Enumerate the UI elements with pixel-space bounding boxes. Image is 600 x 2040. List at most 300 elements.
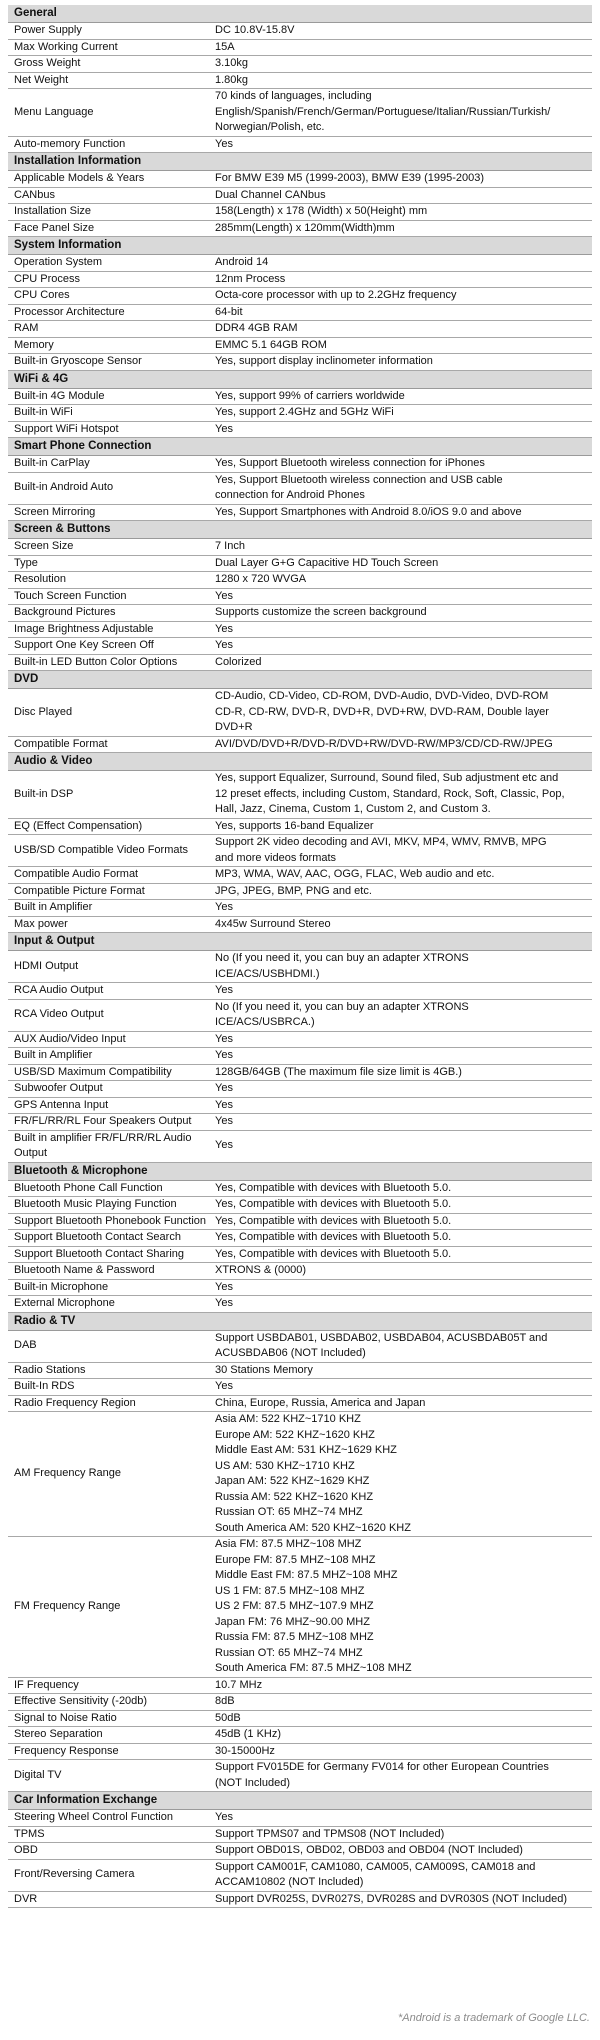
- spec-label: Front/Reversing Camera: [14, 1868, 135, 1881]
- spec-value: [215, 1197, 592, 1213]
- spec-value-line: Russian OT: 65 MHZ~74 MHZ: [215, 1646, 363, 1659]
- spec-label: Memory: [14, 338, 54, 351]
- spec-label: CANbus: [14, 188, 55, 201]
- spec-value: [215, 1098, 592, 1114]
- spec-label: USB/SD Maximum Compatibility: [14, 1065, 172, 1078]
- spec-value-line: MP3, WMA, WAV, AAC, OGG, FLAC, Web audio and etc.: [215, 868, 495, 880]
- spec-row: [8, 473, 592, 505]
- spec-value-line: 10.7 MHz: [215, 1678, 263, 1691]
- spec-value: [215, 589, 592, 605]
- spec-value: [215, 638, 592, 654]
- spec-row: [8, 771, 592, 819]
- spec-row: [8, 389, 592, 406]
- spec-label: Built-in WiFi: [14, 406, 73, 418]
- spec-label: Subwoofer Output: [14, 1082, 103, 1094]
- spec-value-line: For BMW E39 M5 (1999-2003), BMW E39 (1995-2003): [215, 172, 485, 184]
- spec-value: [215, 1711, 592, 1727]
- spec-row: [8, 884, 592, 901]
- spec-row: [8, 1000, 592, 1032]
- spec-row: [8, 456, 592, 473]
- spec-row: [8, 951, 592, 983]
- spec-label: FM Frequency Range: [14, 1600, 121, 1612]
- spec-label: Steering Wheel Control Function: [14, 1811, 173, 1823]
- spec-value-line: Japan FM: 76 MHZ~90.00 MHZ: [215, 1615, 370, 1628]
- spec-value: [215, 1138, 592, 1154]
- spec-value-line: Colorized: [215, 655, 262, 668]
- section-header: Car Information Exchange: [8, 1792, 592, 1810]
- spec-value-line: Yes: [215, 1811, 233, 1823]
- spec-label: Support One Key Screen Off: [14, 639, 154, 651]
- spec-value: [215, 1081, 592, 1097]
- spec-value: [215, 1860, 592, 1891]
- spec-value: [215, 272, 592, 288]
- spec-value: [215, 835, 592, 866]
- spec-value: [215, 456, 592, 472]
- spec-value: [215, 405, 592, 421]
- spec-row: [8, 1843, 592, 1860]
- spec-value: [215, 171, 592, 187]
- spec-value-line: Europe FM: 87.5 MHZ~108 MHZ: [215, 1553, 376, 1566]
- spec-value-line: Yes, Compatible with devices with Bluetooth 5.0.: [215, 1247, 452, 1260]
- spec-value: [215, 1048, 592, 1064]
- spec-value-line: Norwegian/Polish, etc.: [215, 121, 325, 133]
- spec-value: [215, 556, 592, 572]
- spec-label: Face Panel Size: [14, 221, 95, 234]
- spec-row: [8, 505, 592, 522]
- spec-value: [215, 655, 592, 671]
- spec-label: Background Pictures: [14, 606, 116, 618]
- spec-value-line: 45dB (1 KHz): [215, 1728, 282, 1740]
- spec-label: TPMS: [14, 1827, 45, 1840]
- spec-value-line: DC 10.8V-15.8V: [215, 24, 295, 36]
- section-header: Smart Phone Connection: [8, 438, 592, 456]
- spec-row: [8, 1892, 592, 1909]
- spec-value: [215, 983, 592, 999]
- spec-label: Max power: [14, 917, 68, 930]
- section-header: Radio & TV: [8, 1313, 592, 1331]
- spec-label: Screen Mirroring: [14, 505, 96, 518]
- spec-row: [8, 221, 592, 238]
- spec-label: HDMI Output: [14, 959, 79, 972]
- spec-row: [8, 1131, 592, 1163]
- spec-value-line: 3.10kg: [215, 57, 249, 69]
- spec-value-line: Yes: [215, 589, 233, 602]
- spec-label: Stereo Separation: [14, 1728, 103, 1740]
- spec-value-line: Russian OT: 65 MHZ~74 MHZ: [215, 1506, 363, 1518]
- spec-label: Resolution: [14, 573, 66, 585]
- spec-label: Frequency Response: [14, 1744, 119, 1757]
- spec-row: [8, 638, 592, 655]
- spec-value-line: US 1 FM: 87.5 MHZ~108 MHZ: [215, 1584, 365, 1597]
- spec-row: [8, 1827, 592, 1844]
- spec-value-line: Support TPMS07 and TPMS08 (NOT Included): [215, 1827, 445, 1840]
- section-header: Audio & Video: [8, 753, 592, 771]
- spec-label: Radio Stations: [14, 1363, 86, 1376]
- spec-value: [215, 1000, 592, 1031]
- spec-row: [8, 321, 592, 338]
- spec-label: IF Frequency: [14, 1678, 79, 1691]
- spec-value: [215, 1032, 592, 1048]
- spec-value: [215, 1296, 592, 1312]
- spec-value: [215, 689, 592, 736]
- spec-value: [215, 819, 592, 835]
- spec-value-line: ICE/ACS/USBHDMI.): [215, 967, 320, 980]
- spec-label: Type: [14, 556, 38, 569]
- spec-row: [8, 539, 592, 556]
- spec-value-line: EMMC 5.1 64GB ROM: [215, 338, 327, 351]
- spec-label: Max Working Current: [14, 40, 118, 53]
- spec-value-line: Yes, Compatible with devices with Bluetooth 5.0.: [215, 1198, 452, 1210]
- spec-label: Bluetooth Music Playing Function: [14, 1198, 177, 1210]
- spec-value: [215, 605, 592, 621]
- spec-value-line: Yes, Compatible with devices with Bluetooth 5.0.: [215, 1214, 452, 1227]
- section-header: System Information: [8, 237, 592, 255]
- spec-row: [8, 1396, 592, 1413]
- spec-value-line: Yes: [215, 1280, 233, 1293]
- spec-row: [8, 572, 592, 589]
- spec-label: Support Bluetooth Contact Search: [14, 1231, 181, 1243]
- spec-value-line: JPG, JPEG, BMP, PNG and etc.: [215, 884, 372, 897]
- spec-value-line: Dual Layer G+G Capacitive HD Touch Screen: [215, 556, 439, 569]
- spec-row: [8, 1727, 592, 1744]
- spec-value-line: Hall, Jazz, Cinema, Custom 1, Custom 2, and Custom 3.: [215, 803, 491, 815]
- spec-row: [8, 1694, 592, 1711]
- spec-row: [8, 354, 592, 371]
- spec-label: Signal to Noise Ratio: [14, 1711, 117, 1724]
- spec-row: [8, 835, 592, 867]
- spec-value-line: Yes, Compatible with devices with Bluetooth 5.0.: [215, 1181, 452, 1194]
- spec-row: [8, 737, 592, 754]
- spec-value: [215, 1280, 592, 1296]
- spec-value-line: Support OBD01S, OBD02, OBD03 and OBD04 (NOT Included): [215, 1844, 523, 1856]
- spec-value-line: Support CAM001F, CAM1080, CAM005, CAM009S, CAM018 and: [215, 1860, 536, 1873]
- spec-label: FR/FL/RR/RL Four Speakers Output: [14, 1115, 192, 1127]
- spec-value-line: Yes, support 99% of carriers worldwide: [215, 389, 405, 402]
- spec-row: [8, 422, 592, 439]
- spec-value-line: 15A: [215, 40, 235, 53]
- spec-label: Compatible Format: [14, 737, 108, 750]
- spec-label: Built-In RDS: [14, 1380, 75, 1392]
- spec-value: [215, 1892, 592, 1908]
- spec-value-line: Europe AM: 522 KHZ~1620 KHZ: [215, 1428, 375, 1441]
- spec-label: Operation System: [14, 256, 103, 268]
- spec-label: Disc Played: [14, 705, 73, 718]
- spec-row: [8, 1760, 592, 1792]
- spec-row: [8, 288, 592, 305]
- spec-value: [215, 23, 592, 39]
- spec-row: [8, 605, 592, 622]
- spec-value-line: 1280 x 720 WVGA: [215, 573, 307, 585]
- spec-value-line: Yes: [215, 137, 233, 150]
- spec-row: [8, 305, 592, 322]
- spec-row: [8, 188, 592, 205]
- spec-value: [215, 900, 592, 916]
- spec-label: Built-in CarPlay: [14, 457, 90, 469]
- spec-row: [8, 900, 592, 917]
- spec-label: RCA Video Output: [14, 1008, 104, 1021]
- spec-label: Applicable Models & Years: [14, 172, 145, 184]
- spec-label: Net Weight: [14, 73, 69, 86]
- spec-value-line: US 2 FM: 87.5 MHZ~107.9 MHZ: [215, 1600, 374, 1612]
- spec-row: [8, 338, 592, 355]
- spec-value: [215, 1843, 592, 1859]
- spec-row: [8, 1537, 592, 1678]
- spec-value-line: CD-Audio, CD-Video, CD-ROM, DVD-Audio, DVD-Video, DVD-ROM: [215, 690, 549, 702]
- spec-value: [215, 56, 592, 72]
- section-header: General: [8, 5, 592, 23]
- spec-value-line: Yes: [215, 639, 233, 651]
- spec-row: [8, 1363, 592, 1380]
- spec-value: [215, 1331, 592, 1362]
- spec-value: [215, 1537, 592, 1677]
- spec-value: [215, 422, 592, 438]
- spec-value-line: Middle East AM: 531 KHZ~1629 KHZ: [215, 1444, 397, 1456]
- spec-value: [215, 1396, 592, 1412]
- spec-value: [215, 305, 592, 321]
- spec-value: [215, 40, 592, 56]
- spec-value-line: Supports customize the screen background: [215, 606, 427, 618]
- spec-row: [8, 171, 592, 188]
- spec-value: [215, 204, 592, 220]
- spec-value: [215, 1727, 592, 1743]
- spec-row: [8, 89, 592, 137]
- spec-label: CPU Cores: [14, 289, 70, 301]
- spec-label: GPS Antenna Input: [14, 1098, 109, 1111]
- spec-value: [215, 1827, 592, 1843]
- spec-label: Processor Architecture: [14, 305, 125, 318]
- spec-value-line: Yes, support 2.4GHz and 5GHz WiFi: [215, 406, 394, 418]
- spec-value-line: 7 Inch: [215, 540, 245, 552]
- spec-label: Built-in Microphone: [14, 1280, 109, 1293]
- spec-value-line: Yes: [215, 901, 233, 913]
- spec-label: EQ (Effect Compensation): [14, 819, 143, 832]
- spec-label: Built-in Android Auto: [14, 481, 114, 494]
- spec-value-line: Yes: [215, 984, 233, 996]
- spec-row: [8, 1032, 592, 1049]
- spec-value-line: and more videos formats: [215, 851, 337, 864]
- spec-label: Compatible Picture Format: [14, 884, 145, 897]
- section-header: WiFi & 4G: [8, 371, 592, 389]
- spec-value-line: US AM: 530 KHZ~1710 KHZ: [215, 1459, 355, 1472]
- spec-value: [215, 255, 592, 271]
- spec-label: Bluetooth Phone Call Function: [14, 1181, 163, 1194]
- spec-value: [215, 221, 592, 237]
- spec-value-line: AVI/DVD/DVD+R/DVD-R/DVD+RW/DVD-RW/MP3/CD/CD-RW/JPEG: [215, 737, 553, 750]
- spec-value: [215, 1810, 592, 1826]
- spec-value-line: English/Spanish/French/German/Portuguese/Italian/Russian/Turkish/: [215, 105, 551, 118]
- spec-value: [215, 951, 592, 982]
- spec-value: [215, 89, 592, 136]
- spec-value-line: 50dB: [215, 1711, 241, 1724]
- spec-row: [8, 622, 592, 639]
- spec-label: Support Bluetooth Phonebook Function: [14, 1214, 207, 1227]
- spec-row: [8, 1331, 592, 1363]
- spec-label: Gross Weight: [14, 57, 81, 69]
- trademark-note: *Android is a trademark of Google LLC.: [398, 2012, 590, 2024]
- spec-label: Built-in DSP: [14, 787, 74, 800]
- spec-value: [215, 1214, 592, 1230]
- spec-value: [215, 73, 592, 89]
- spec-row: [8, 867, 592, 884]
- spec-label: DVR: [14, 1892, 38, 1905]
- section-header: Screen & Buttons: [8, 521, 592, 539]
- spec-value-line: DDR4 4GB RAM: [215, 322, 298, 334]
- spec-row: [8, 405, 592, 422]
- spec-label: Screen Size: [14, 540, 74, 552]
- spec-row: [8, 983, 592, 1000]
- spec-value-line: 70 kinds of languages, including: [215, 90, 372, 102]
- spec-row: [8, 1744, 592, 1761]
- spec-value-line: South America AM: 520 KHZ~1620 KHZ: [215, 1521, 411, 1534]
- spec-value-line: 30-15000Hz: [215, 1744, 275, 1757]
- section-header: DVD: [8, 671, 592, 689]
- spec-row: [8, 255, 592, 272]
- spec-label: External Microphone: [14, 1297, 115, 1309]
- spec-label: CPU Process: [14, 272, 81, 285]
- spec-value: [215, 867, 592, 883]
- spec-row: [8, 819, 592, 836]
- spec-value: [215, 1678, 592, 1694]
- spec-row: [8, 1678, 592, 1695]
- spec-label: AM Frequency Range: [14, 1467, 121, 1480]
- spec-value-line: Support FV015DE for Germany FV014 for other European Countries: [215, 1761, 549, 1773]
- spec-value-line: Yes: [215, 1049, 233, 1061]
- spec-value-line: Russia AM: 522 KHZ~1620 KHZ: [215, 1490, 374, 1503]
- spec-value-line: 128GB/64GB (The maximum file size limit is 4GB.): [215, 1065, 462, 1078]
- spec-value-line: ACUSBDAB06 (NOT Included): [215, 1347, 366, 1359]
- spec-label: Menu Language: [14, 105, 94, 118]
- spec-label: Effective Sensitivity (-20db): [14, 1695, 148, 1707]
- spec-value-line: Yes, Support Smartphones with Android 8.0/iOS 9.0 and above: [215, 505, 522, 518]
- spec-label: Built in Amplifier: [14, 1049, 93, 1061]
- spec-value-line: Octa-core processor with up to 2.2GHz frequency: [215, 289, 457, 301]
- spec-label: Auto-memory Function: [14, 137, 126, 150]
- section-header: Input & Output: [8, 933, 592, 951]
- spec-value: [215, 1263, 592, 1279]
- spec-value-line: Support USBDAB01, USBDAB02, USBDAB04, ACUSBDAB05T and: [215, 1331, 548, 1344]
- spec-value-line: 12nm Process: [215, 272, 286, 285]
- spec-label: Digital TV: [14, 1768, 62, 1781]
- spec-value-line: Middle East FM: 87.5 MHZ~108 MHZ: [215, 1569, 398, 1581]
- spec-row: [8, 1098, 592, 1115]
- spec-label: Support WiFi Hotspot: [14, 422, 119, 435]
- spec-value: [215, 737, 592, 753]
- spec-value: [215, 473, 592, 504]
- spec-value-line: Yes, support display inclinometer information: [215, 355, 433, 367]
- spec-row: [8, 1711, 592, 1728]
- spec-value-line: Android 14: [215, 256, 269, 268]
- spec-row: [8, 1263, 592, 1280]
- spec-value-line: ACCAM10802 (NOT Included): [215, 1876, 364, 1888]
- spec-value: [215, 1412, 592, 1536]
- spec-value: [215, 137, 592, 153]
- spec-value-line: Yes, support Equalizer, Surround, Sound filed, Sub adjustment etc and: [215, 772, 559, 784]
- spec-row: [8, 204, 592, 221]
- spec-label: OBD: [14, 1844, 38, 1856]
- spec-value: [215, 917, 592, 933]
- spec-value-line: Support 2K video decoding and AVI, MKV, MP4, WMV, RMVB, MPG: [215, 836, 547, 848]
- spec-label: Built-in 4G Module: [14, 389, 105, 402]
- spec-row: [8, 1181, 592, 1198]
- spec-value-line: Dual Channel CANbus: [215, 188, 326, 201]
- spec-value-line: Yes: [215, 422, 233, 435]
- spec-label: RCA Audio Output: [14, 984, 104, 996]
- spec-value: [215, 539, 592, 555]
- spec-value: [215, 1247, 592, 1263]
- spec-value-line: 30 Stations Memory: [215, 1363, 313, 1376]
- spec-value-line: DVD+R: [215, 721, 253, 733]
- spec-label: Installation Size: [14, 205, 92, 217]
- spec-value-line: CD-R, CD-RW, DVD-R, DVD+R, DVD+RW, DVD-RAM, Double layer: [215, 705, 549, 718]
- spec-row: [8, 1065, 592, 1082]
- spec-value-line: Yes: [215, 1139, 233, 1152]
- spec-value-line: Yes: [215, 1082, 233, 1094]
- spec-row: [8, 1114, 592, 1131]
- spec-label: Power Supply: [14, 24, 82, 36]
- spec-value-line: Yes: [215, 1098, 233, 1111]
- spec-row: [8, 1810, 592, 1827]
- spec-value-line: (NOT Included): [215, 1776, 290, 1789]
- spec-value-line: Yes, Support Bluetooth wireless connection and USB cable: [215, 473, 503, 486]
- spec-value-line: 4x45w Surround Stereo: [215, 917, 331, 930]
- section-header: Bluetooth & Microphone: [8, 1163, 592, 1181]
- spec-value-line: Asia FM: 87.5 MHZ~108 MHZ: [215, 1538, 362, 1550]
- spec-value: [215, 884, 592, 900]
- spec-value: [215, 1181, 592, 1197]
- spec-value: [215, 338, 592, 354]
- spec-value-line: Japan AM: 522 KHZ~1629 KHZ: [215, 1475, 370, 1487]
- spec-value: [215, 622, 592, 638]
- spec-value-line: Russia FM: 87.5 MHZ~108 MHZ: [215, 1631, 374, 1643]
- spec-value-line: Yes: [215, 1380, 233, 1392]
- spec-value-line: No (If you need it, you can buy an adapter XTRONS: [215, 1000, 469, 1013]
- spec-label: Image Brightness Adjustable: [14, 622, 154, 635]
- section-header: Installation Information: [8, 153, 592, 171]
- spec-value-line: 158(Length) x 178 (Width) x 50(Height) mm: [215, 205, 428, 217]
- spec-row: [8, 56, 592, 73]
- spec-value: [215, 1379, 592, 1395]
- spec-row: [8, 1197, 592, 1214]
- spec-value: [215, 389, 592, 405]
- spec-value: [215, 1230, 592, 1246]
- spec-value: [215, 1363, 592, 1379]
- spec-value-line: Yes, Support Bluetooth wireless connection for iPhones: [215, 457, 485, 469]
- spec-value-line: 1.80kg: [215, 73, 249, 86]
- spec-value-line: 12 preset effects, including Custom, Standard, Rock, Soft, Classic, Pop,: [215, 787, 565, 800]
- spec-row: [8, 272, 592, 289]
- spec-row: [8, 1296, 592, 1313]
- spec-label: Bluetooth Name & Password: [14, 1264, 155, 1276]
- spec-row: [8, 655, 592, 672]
- spec-label: Support Bluetooth Contact Sharing: [14, 1247, 185, 1260]
- spec-value-line: 8dB: [215, 1695, 235, 1707]
- spec-value-line: connection for Android Phones: [215, 489, 365, 501]
- spec-value-line: Yes: [215, 1032, 233, 1045]
- spec-label: DAB: [14, 1339, 37, 1352]
- spec-value-line: Yes: [215, 622, 233, 635]
- spec-row: [8, 1081, 592, 1098]
- spec-value-line: Yes: [215, 1297, 233, 1309]
- spec-row: [8, 1048, 592, 1065]
- spec-value-line: China, Europe, Russia, America and Japan: [215, 1396, 426, 1409]
- spec-value: [215, 321, 592, 337]
- spec-row: [8, 73, 592, 90]
- spec-value: [215, 1114, 592, 1130]
- spec-row: [8, 23, 592, 40]
- spec-label: Touch Screen Function: [14, 589, 127, 602]
- spec-value: [215, 1760, 592, 1791]
- spec-value-line: XTRONS & (0000): [215, 1264, 307, 1276]
